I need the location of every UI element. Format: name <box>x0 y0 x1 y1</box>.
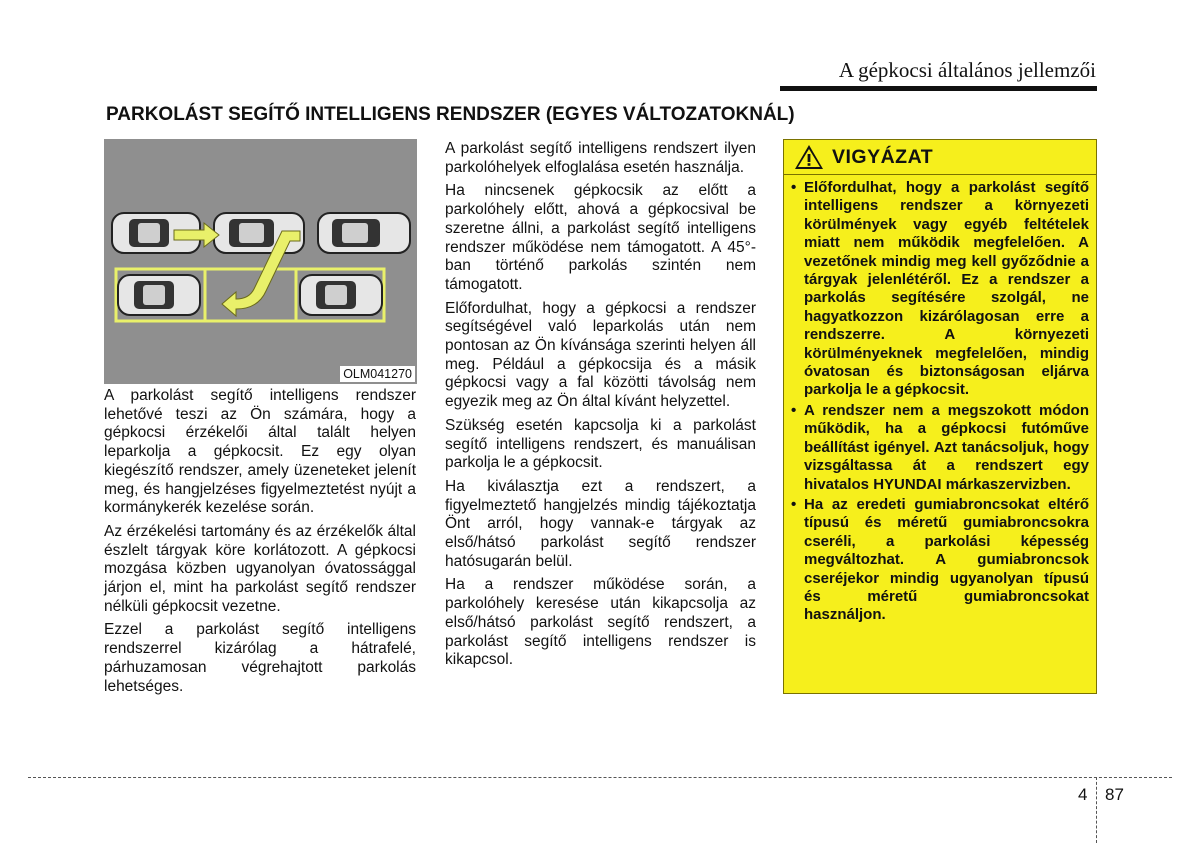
paragraph: Előfordulhat, hogy a gépkocsi a rendszer segítségével való leparkolás után nem pontosan az Ön kívánsága szerinti helyen áll meg. Például a gépkocsija és a másik gépkocsi vagy a fal közötti távolság nem egyezik meg az Ön által kívánt helyzettel. <box>445 299 756 411</box>
paragraph: A parkolást segítő intelligens rendszer lehetővé teszi az Ön számára, hogy a gépkocsi érzékelői által talált helyen leparkolja a gépkocsit. Ez egy olyan kiegészítő rendszer, amely üzeneteket jelenít meg, és hangjelzéses figyelmeztetést nyújt a kormánykerék kezelése során. <box>104 387 416 517</box>
warning-triangle-icon <box>794 144 824 170</box>
car-bottom-right <box>300 275 382 315</box>
section-title: PARKOLÁST SEGÍTŐ INTELLIGENS RENDSZER (EGYES VÁLTOZATOKNÁL) <box>106 104 795 125</box>
list-item <box>791 496 1089 625</box>
running-header: A gépkocsi általános jellemzői <box>838 58 1096 82</box>
paragraph: Az érzékelési tartomány és az érzékelők által észlelt tárgyak köre korlátozott. A gépkocsi mozgása közben ugyanolyan óvatossággal járjon el, mint ha parkolást segítő rendszer nélküli gépkocsit vezetne. <box>104 522 416 615</box>
list-item <box>791 179 1089 400</box>
warning-box <box>783 139 1097 694</box>
paragraph: Ha nincsenek gépkocsik az előtt a parkolóhely előtt, ahová a gépkocsival be szeretne állni, a parkolást segítő intelligens rendszer működése nem támogatott. A 45°-ban történő parkolás szintén nem támogatott. <box>445 182 756 293</box>
warning-header <box>784 140 1096 175</box>
warning-title: VIGYÁZAT <box>832 145 934 168</box>
footer-dashed-rule <box>28 777 1172 778</box>
page-number: 87 <box>1105 785 1124 804</box>
paragraph: Ha a rendszer működése során, a parkolóhely keresése után kikapcsolja az első/hátsó parkolást segítő rendszert, a parkolást segítő intelligens rendszer is kikapcsol. <box>445 576 756 669</box>
bullet: • <box>791 179 797 196</box>
parking-diagram-svg <box>104 139 417 384</box>
paragraph: Ha kiválasztja ezt a rendszert, a figyelmeztető hangjelzés mindig tájékoztatja Önt arról, hogy vannak-e tárgyak az első/hátsó parkolást segítő rendszer hatósugarán belül. <box>445 477 756 570</box>
middle-text-column <box>445 140 756 675</box>
bullet: • <box>791 495 797 513</box>
paragraph: Ezzel a parkolást segítő intelligens rendszerrel kizárólag a hátrafelé, párhuzamosan végrehajtott parkolás lehetséges. <box>104 621 416 695</box>
footer-vertical-divider <box>1096 777 1097 843</box>
warning-item-text: Ha az eredeti gumiabroncsokat eltérő típusú és méretű gumiabroncsokra cseréli, a parkolási képesség megváltozhat. A gumiabroncsok cseréjekor mindig ugyanolyan típusú és méretű gumiabroncsokat használjon. <box>804 495 1089 624</box>
bullet: • <box>791 401 797 419</box>
left-text-column <box>104 387 416 701</box>
warning-item-text: A rendszer nem a megszokott módon működik, ha a gépkocsi futóműve beállítást igényel. Azt tanácsoljuk, hogy vizsgáltassa át a rendszert egy hivatalos HYUNDAI márkaszervizben. <box>804 401 1089 493</box>
car-top-right <box>318 213 410 253</box>
paragraph: A parkolást segítő intelligens rendszert ilyen parkolóhelyek elfoglalása esetén használja. <box>445 140 756 176</box>
list-item <box>791 402 1089 494</box>
warning-item-text: Előfordulhat, hogy a parkolást segítő intelligens rendszer a környezeti körülmények vagy egyéb feltételek miatt nem működik megfelelően. A vezetőnek mindig meg kell győződnie a tárgyak jelenlétéről. Ez a rendszer a parkolás segítésére szolgál, ne hagyatkozzon kizárólagosan erre a rendszerre. A környezeti körülményeknek megfelelően, mindig óvatosan és biztonságosan eljárva parkolja le a gépkocsit. <box>804 179 1089 399</box>
parking-illustration <box>104 139 417 384</box>
header-rule <box>780 86 1097 91</box>
paragraph: Szükség esetén kapcsolja ki a parkolást segítő intelligens rendszert, és manuálisan parkolja le a gépkocsit. <box>445 416 756 472</box>
car-bottom-left <box>118 275 200 315</box>
chapter-number: 4 <box>1078 785 1088 804</box>
figure-code: OLM041270 <box>340 366 415 382</box>
warning-list <box>784 175 1096 625</box>
